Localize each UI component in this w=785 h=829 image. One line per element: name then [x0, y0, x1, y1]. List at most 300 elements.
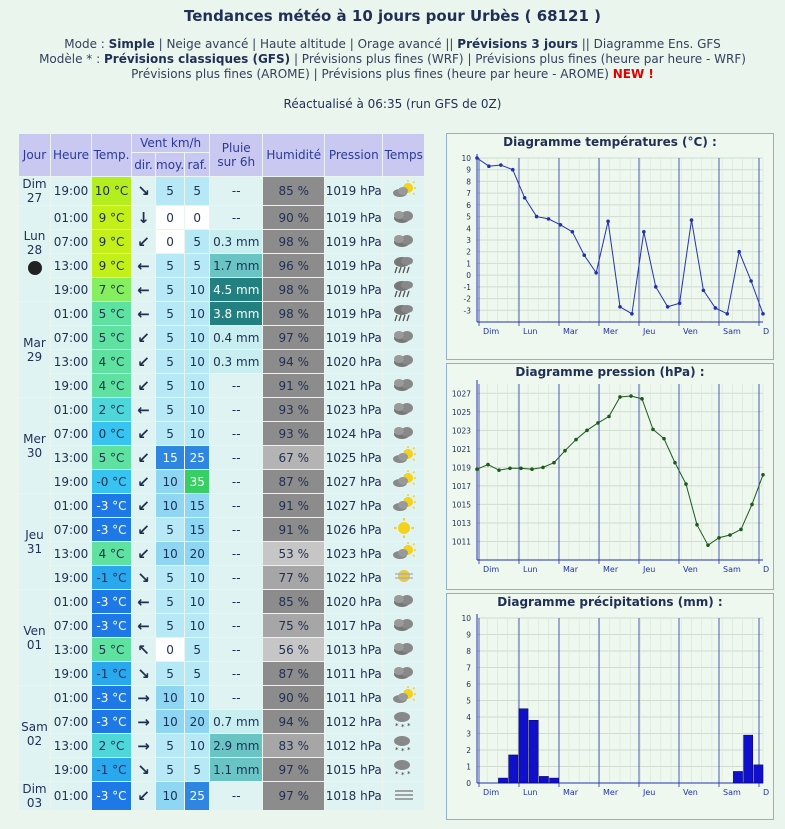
wind-direction-icon: ↙ — [132, 446, 155, 469]
day-cell — [19, 206, 50, 301]
y-tick-label: 1011 — [451, 537, 471, 547]
y-tick-label: 4 — [466, 224, 471, 234]
hour-cell: 13:00 — [51, 350, 91, 373]
forecast-table — [18, 133, 425, 811]
wind-direction-icon: ↖ — [132, 638, 155, 661]
hour-cell: 01:00 — [51, 590, 91, 613]
day-name: Sam — [21, 719, 48, 734]
mode-3jours-link[interactable]: Prévisions 3 jours — [457, 37, 578, 51]
temperature-cell: 5 °C — [92, 302, 131, 325]
wind-gust-cell: 10 — [185, 398, 209, 421]
day-name: Mar — [23, 335, 46, 350]
weather-snow-icon — [383, 758, 424, 781]
pressure-cell: 1025 hPa — [325, 446, 382, 469]
x-tick-label: Lun — [523, 788, 538, 797]
temperature-chart-svg — [447, 134, 773, 359]
data-point — [630, 312, 634, 316]
wind-gust-cell: 25 — [185, 782, 209, 810]
day-number: 28 — [26, 243, 43, 257]
table-row — [19, 374, 424, 397]
mode-altitude-link[interactable]: Haute altitude — [260, 37, 346, 51]
humidity-cell: 98 % — [263, 302, 324, 325]
y-tick-label: 1015 — [451, 500, 471, 510]
precip-bar — [733, 771, 742, 783]
table-row — [19, 326, 424, 349]
wind-direction-icon: ← — [132, 278, 155, 301]
wind-gust-cell: 20 — [185, 710, 209, 733]
table-row — [19, 734, 424, 757]
table-row — [19, 177, 424, 205]
wind-direction-icon: ↙ — [132, 782, 155, 810]
y-tick-label: -1 — [463, 282, 471, 292]
temperature-cell: -3 °C — [92, 590, 131, 613]
model-wrf-link[interactable]: Prévisions plus fines (WRF) — [301, 52, 464, 66]
table-row — [19, 590, 424, 613]
x-tick-label: Mer — [603, 788, 619, 797]
y-tick-label: 0 — [466, 779, 471, 788]
data-point — [596, 421, 600, 425]
humidity-cell: 94 % — [263, 350, 324, 373]
rain-cell: -- — [210, 177, 262, 205]
hour-cell: 13:00 — [51, 254, 91, 277]
temperature-cell: 4 °C — [92, 350, 131, 373]
hour-cell: 07:00 — [51, 326, 91, 349]
day-cell — [19, 177, 50, 205]
data-point — [487, 164, 491, 168]
mode-neige-link[interactable]: Neige avancé — [166, 37, 249, 51]
data-point — [563, 449, 567, 453]
data-point — [749, 279, 753, 283]
pressure-chart — [446, 363, 774, 590]
x-tick-label: Lun — [523, 327, 538, 336]
table-row — [19, 614, 424, 637]
wind-average-cell: 10 — [156, 686, 184, 709]
day-cell — [19, 590, 50, 685]
data-point — [662, 437, 666, 441]
table-row — [19, 638, 424, 661]
x-tick-label: Mar — [563, 327, 579, 336]
precip-bar — [498, 778, 507, 783]
precip-bar — [529, 720, 538, 783]
wind-direction-icon: ← — [132, 254, 155, 277]
rain-cell: -- — [210, 614, 262, 637]
wind-direction-icon: ↙ — [132, 470, 155, 493]
col-dir: dir. — [132, 153, 155, 176]
wind-direction-icon: ← — [132, 398, 155, 421]
day-cell — [19, 782, 50, 810]
x-tick-label: Mer — [603, 565, 619, 574]
temperature-cell: -3 °C — [92, 518, 131, 541]
day-number: 03 — [26, 796, 43, 810]
table-row — [19, 422, 424, 445]
data-point — [737, 250, 741, 254]
table-row — [19, 350, 424, 373]
data-point — [750, 503, 754, 507]
table-row — [19, 518, 424, 541]
wind-direction-icon: ↓ — [132, 206, 155, 229]
weather-cloud-icon — [383, 374, 424, 397]
wind-gust-cell: 5 — [185, 662, 209, 685]
pressure-cell: 1019 hPa — [325, 254, 382, 277]
wind-gust-cell: 10 — [185, 374, 209, 397]
data-point — [607, 415, 611, 419]
x-tick-label: Dim — [483, 788, 500, 797]
x-tick-label: Jeu — [643, 327, 656, 336]
wind-gust-cell: 10 — [185, 302, 209, 325]
day-cell — [19, 494, 50, 589]
data-point — [508, 466, 512, 470]
wind-direction-icon: ← — [132, 302, 155, 325]
data-point — [618, 395, 622, 399]
data-point — [523, 196, 527, 200]
day-name: Ven — [23, 623, 46, 638]
wind-average-cell: 5 — [156, 278, 184, 301]
wind-average-cell: 5 — [156, 566, 184, 589]
temperature-cell: -3 °C — [92, 614, 131, 637]
x-tick-label: Lun — [523, 565, 538, 574]
page-title: Tendances météo à 10 jours pour Urbès ( 68121 ) — [184, 7, 601, 25]
day-cell — [19, 686, 50, 781]
wind-average-cell: 5 — [156, 662, 184, 685]
y-tick-label: 1 — [466, 259, 471, 269]
data-point — [728, 533, 732, 537]
data-point — [642, 230, 646, 234]
rain-cell: 1.7 mm — [210, 254, 262, 277]
weather-sun-icon — [383, 518, 424, 541]
x-tick-label: Dim — [483, 327, 500, 336]
y-tick-label: 10 — [461, 154, 471, 163]
pressure-cell: 1022 hPa — [325, 566, 382, 589]
table-row — [19, 278, 424, 301]
wind-average-cell: 10 — [156, 470, 184, 493]
table-row — [19, 398, 424, 421]
wind-direction-icon: → — [132, 710, 155, 733]
wind-average-cell: 5 — [156, 302, 184, 325]
rain-cell: -- — [210, 518, 262, 541]
pressure-cell: 1019 hPa — [325, 278, 382, 301]
wind-gust-cell: 5 — [185, 638, 209, 661]
y-tick-label: 10 — [461, 614, 471, 623]
hour-cell: 01:00 — [51, 782, 91, 810]
data-point — [702, 289, 706, 293]
day-name: Lun — [23, 229, 46, 243]
mode-ens-link[interactable]: Diagramme Ens. GFS — [593, 37, 721, 51]
wind-direction-icon: ↙ — [132, 350, 155, 373]
y-tick-label: 1027 — [451, 389, 471, 399]
wind-gust-cell: 20 — [185, 542, 209, 565]
wind-direction-icon: → — [132, 734, 155, 757]
humidity-cell: 97 % — [263, 758, 324, 781]
col-temp: Temp. — [92, 134, 131, 176]
wind-gust-cell: 15 — [185, 494, 209, 517]
y-tick-label: 7 — [466, 663, 471, 673]
model-gfs-link[interactable]: Prévisions classiques (GFS) — [104, 52, 291, 66]
pressure-cell: 1018 hPa — [325, 782, 382, 810]
wind-average-cell: 5 — [156, 758, 184, 781]
humidity-cell: 97 % — [263, 782, 324, 810]
humidity-cell: 87 % — [263, 662, 324, 685]
rain-cell: -- — [210, 494, 262, 517]
precip-bar — [744, 735, 753, 783]
pressure-cell: 1027 hPa — [325, 494, 382, 517]
data-point — [582, 253, 586, 257]
x-tick-label: Ven — [683, 788, 698, 797]
pressure-cell: 1027 hPa — [325, 470, 382, 493]
wind-average-cell: 10 — [156, 542, 184, 565]
x-tick-label: Sam — [723, 565, 741, 574]
data-point — [678, 301, 682, 305]
weather-cloud-icon — [383, 350, 424, 373]
wind-gust-cell: 0 — [185, 206, 209, 229]
model-arome-link[interactable]: Prévisions plus fines (AROME) — [131, 67, 310, 81]
wind-direction-icon: ↙ — [132, 326, 155, 349]
weather-cloud-icon — [383, 206, 424, 229]
hour-cell: 19:00 — [51, 374, 91, 397]
wind-gust-cell: 10 — [185, 422, 209, 445]
table-row — [19, 446, 424, 469]
y-tick-label: -2 — [463, 294, 471, 304]
table-row — [19, 710, 424, 733]
x-tick-label: D — [763, 788, 770, 797]
data-point — [725, 312, 729, 316]
hour-cell: 07:00 — [51, 614, 91, 637]
wind-direction-icon: ← — [132, 614, 155, 637]
wind-average-cell: 10 — [156, 710, 184, 733]
svg-text:*: * — [406, 722, 411, 730]
data-point — [475, 467, 479, 471]
data-point — [714, 306, 718, 310]
pressure-cell: 1026 hPa — [325, 518, 382, 541]
temperature-cell: -1 °C — [92, 758, 131, 781]
rain-cell: -- — [210, 566, 262, 589]
wind-average-cell: 5 — [156, 254, 184, 277]
weather-rain-icon — [383, 254, 424, 277]
data-point — [706, 543, 710, 547]
humidity-cell: 96 % — [263, 254, 324, 277]
rain-cell: -- — [210, 686, 262, 709]
rain-cell: 0.3 mm — [210, 350, 262, 373]
hour-cell: 07:00 — [51, 422, 91, 445]
model-nav-2: Prévisions plus fines (AROME) | Prévisions plus fines (heure par heure - AROME) NEW ! — [131, 67, 654, 81]
update-time: Réactualisé à 06:35 (run GFS de 0Z) — [283, 97, 502, 111]
precipitation-chart-svg — [447, 594, 773, 819]
svg-text:*: * — [394, 770, 399, 778]
wind-gust-cell: 5 — [185, 230, 209, 253]
data-point — [530, 467, 534, 471]
humidity-cell: 83 % — [263, 734, 324, 757]
pressure-cell: 1019 hPa — [325, 206, 382, 229]
y-tick-label: 5 — [466, 212, 471, 222]
wind-direction-icon: ↙ — [132, 494, 155, 517]
precip-bar — [509, 755, 518, 783]
precip-bar — [539, 776, 548, 783]
y-tick-label: 1013 — [451, 518, 471, 528]
rain-cell: 0.7 mm — [210, 710, 262, 733]
day-name: Jeu — [25, 527, 44, 542]
temperature-cell: -1 °C — [92, 566, 131, 589]
humidity-cell: 67 % — [263, 446, 324, 469]
hour-cell: 13:00 — [51, 638, 91, 661]
rain-cell: 2.9 mm — [210, 734, 262, 757]
table-row — [19, 542, 424, 565]
new-badge: NEW ! — [612, 67, 654, 81]
humidity-cell: 91 % — [263, 374, 324, 397]
data-point — [651, 428, 655, 432]
wind-direction-icon: ↘ — [132, 662, 155, 685]
pressure-cell: 1019 hPa — [325, 230, 382, 253]
wind-direction-icon: ↙ — [132, 230, 155, 253]
mode-orage-link[interactable]: Orage avancé — [357, 37, 442, 51]
wind-average-cell: 5 — [156, 398, 184, 421]
y-tick-label: 8 — [466, 647, 471, 656]
weather-rain-icon — [383, 278, 424, 301]
hour-cell: 01:00 — [51, 686, 91, 709]
temperature-cell: 9 °C — [92, 254, 131, 277]
wind-average-cell: 0 — [156, 230, 184, 253]
precip-bar — [550, 778, 559, 783]
wind-direction-icon: ↙ — [132, 518, 155, 541]
data-point — [519, 466, 523, 470]
x-tick-label: D — [763, 327, 770, 336]
weather-snow-icon — [383, 710, 424, 733]
hour-cell: 19:00 — [51, 566, 91, 589]
data-point — [574, 438, 578, 442]
humidity-cell: 75 % — [263, 614, 324, 637]
wind-average-cell: 10 — [156, 782, 184, 810]
temperature-cell: 5 °C — [92, 638, 131, 661]
rain-cell: -- — [210, 398, 262, 421]
pressure-cell: 1023 hPa — [325, 542, 382, 565]
y-tick-label: 4 — [466, 713, 471, 722]
data-point — [673, 461, 677, 465]
day-number: 27 — [26, 191, 43, 205]
day-name: Dim — [22, 782, 47, 796]
x-tick-label: Sam — [723, 788, 741, 797]
wind-gust-cell: 10 — [185, 350, 209, 373]
y-tick-label: 9 — [466, 630, 471, 640]
weather-suncloud-icon — [383, 686, 424, 709]
pressure-cell: 1019 hPa — [325, 302, 382, 325]
wind-gust-cell: 10 — [185, 278, 209, 301]
humidity-cell: 53 % — [263, 542, 324, 565]
y-tick-label: 1025 — [451, 407, 471, 417]
humidity-cell: 85 % — [263, 177, 324, 205]
y-tick-label: 1021 — [451, 444, 471, 454]
wind-direction-icon: → — [132, 686, 155, 709]
hour-cell: 13:00 — [51, 446, 91, 469]
model-arome-hourly-link[interactable]: Prévisions plus fines (heure par heure - AROME) — [321, 67, 609, 81]
pressure-cell: 1011 hPa — [325, 686, 382, 709]
wind-direction-icon: ↘ — [132, 758, 155, 781]
data-point — [654, 285, 658, 289]
rain-cell: 0.3 mm — [210, 230, 262, 253]
pressure-cell: 1020 hPa — [325, 590, 382, 613]
pressure-cell: 1017 hPa — [325, 614, 382, 637]
rain-cell: -- — [210, 206, 262, 229]
rain-cell: -- — [210, 590, 262, 613]
x-tick-label: Mar — [563, 565, 579, 574]
y-tick-label: 8 — [466, 177, 471, 187]
x-tick-label: D — [763, 565, 770, 574]
day-cell — [19, 398, 50, 493]
svg-text:*: * — [406, 746, 411, 754]
temperature-cell: 9 °C — [92, 206, 131, 229]
svg-text:*: * — [406, 770, 411, 778]
mode-simple-link[interactable]: Simple — [108, 37, 155, 51]
y-tick-label: 3 — [466, 236, 471, 245]
hour-cell: 13:00 — [51, 734, 91, 757]
model-wrf-hourly-link[interactable]: Prévisions plus fines (heure par heure - WRF) — [475, 52, 746, 66]
rain-cell: -- — [210, 662, 262, 685]
data-point — [606, 219, 610, 223]
col-raf: raf. — [185, 153, 209, 176]
wind-direction-icon: ← — [132, 590, 155, 613]
wind-average-cell: 5 — [156, 590, 184, 613]
temperature-cell: -3 °C — [92, 710, 131, 733]
data-point — [541, 466, 545, 470]
temperature-cell: 9 °C — [92, 230, 131, 253]
wind-gust-cell: 5 — [185, 758, 209, 781]
data-point — [571, 230, 575, 234]
weather-cloud-icon — [383, 422, 424, 445]
table-row — [19, 782, 424, 810]
table-row — [19, 686, 424, 709]
humidity-cell: 90 % — [263, 686, 324, 709]
wind-average-cell: 0 — [156, 206, 184, 229]
table-row — [19, 662, 424, 685]
svg-text:*: * — [400, 771, 405, 778]
model-nav: Modèle * : Prévisions classiques (GFS) | Prévisions plus fines (WRF) | Prévisions plus fines (heure par heure - WRF) — [39, 52, 746, 66]
pressure-cell: 1019 hPa — [325, 326, 382, 349]
weather-rain-icon — [383, 302, 424, 325]
y-tick-label: 6 — [466, 680, 471, 689]
humidity-cell: 85 % — [263, 590, 324, 613]
humidity-cell: 93 % — [263, 422, 324, 445]
wind-gust-cell: 10 — [185, 686, 209, 709]
data-point — [552, 461, 556, 465]
wind-gust-cell: 35 — [185, 470, 209, 493]
pressure-cell: 1012 hPa — [325, 710, 382, 733]
hour-cell: 01:00 — [51, 398, 91, 421]
x-tick-label: Dim — [483, 565, 500, 574]
wind-direction-icon: ↘ — [132, 177, 155, 205]
weather-cloud-icon — [383, 662, 424, 685]
rain-cell: -- — [210, 638, 262, 661]
humidity-cell: 94 % — [263, 710, 324, 733]
weather-suncloud-icon — [383, 470, 424, 493]
data-point — [511, 168, 515, 172]
y-tick-label: 5 — [466, 696, 471, 706]
wind-average-cell: 5 — [156, 422, 184, 445]
data-point — [695, 523, 699, 527]
table-row — [19, 566, 424, 589]
weather-suncloud-icon — [383, 494, 424, 517]
data-point — [486, 463, 490, 467]
y-tick-label: 1023 — [451, 426, 471, 436]
temperature-cell: -3 °C — [92, 686, 131, 709]
day-number: 29 — [26, 349, 43, 364]
weather-cloud-icon — [383, 230, 424, 253]
wind-gust-cell: 10 — [185, 590, 209, 613]
model-label: Modèle * : — [39, 52, 101, 66]
table-row — [19, 206, 424, 229]
pressure-chart-svg — [447, 364, 773, 589]
y-tick-label: 9 — [466, 165, 471, 175]
weather-cloud-icon — [383, 326, 424, 349]
humidity-cell: 56 % — [263, 638, 324, 661]
data-point — [690, 218, 694, 222]
y-tick-label: 2 — [466, 247, 471, 257]
